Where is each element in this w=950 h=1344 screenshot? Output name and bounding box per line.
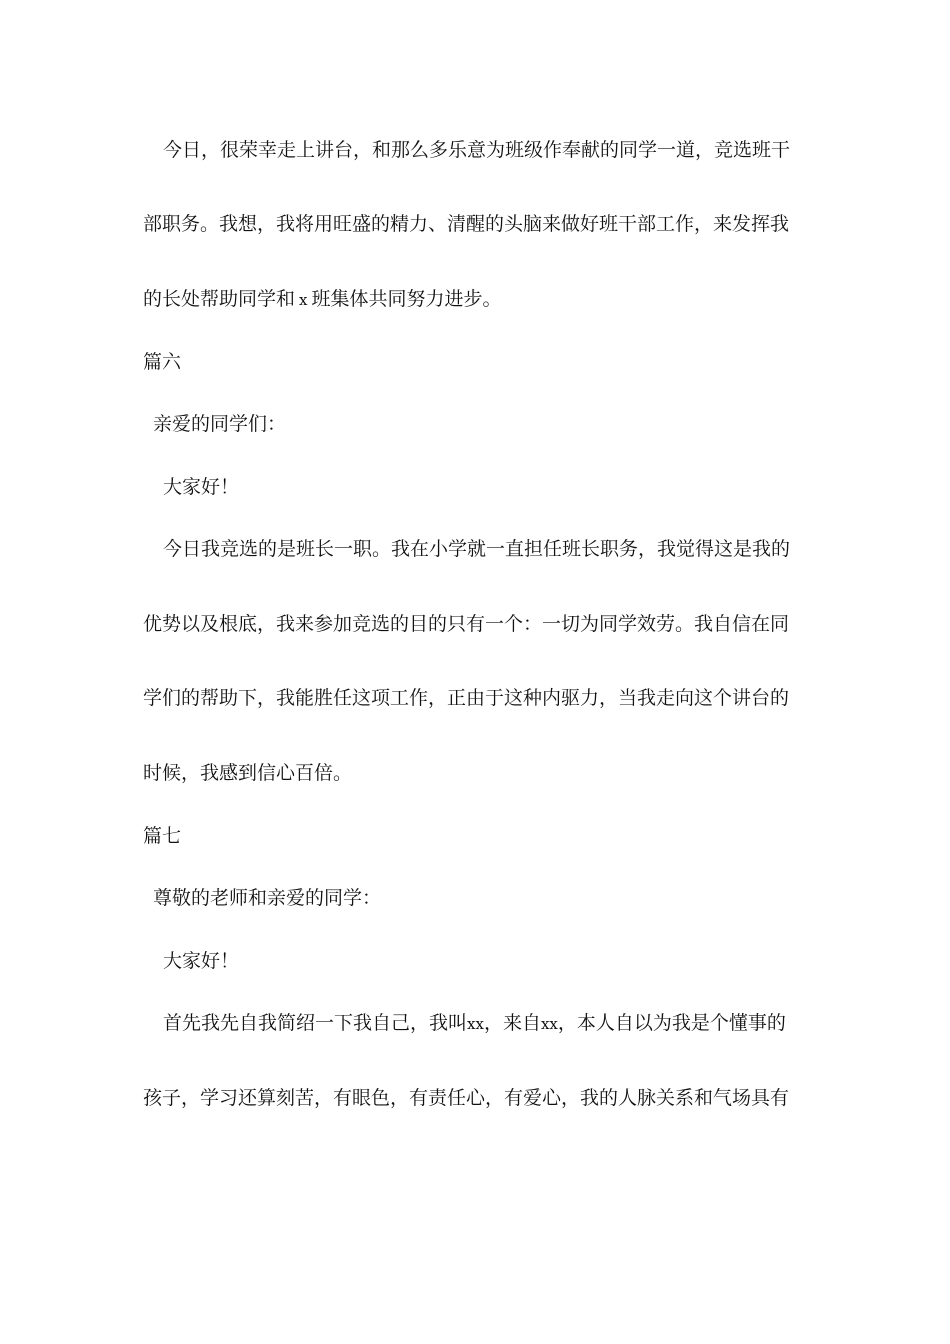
paragraph-line: 部职务。我想，我将用旺盛的精力、清醒的头脑来做好班干部工作，来发挥我 bbox=[143, 213, 790, 235]
paragraph-line: 今日我竞选的是班长一职。我在小学就一直担任班长职务，我觉得这是我的 bbox=[163, 538, 791, 560]
section-heading: 篇七 bbox=[143, 825, 182, 847]
text-run: ，本人自以为我是个懂事的 bbox=[557, 1012, 786, 1034]
placeholder-xx: xx bbox=[467, 1015, 484, 1033]
text-run: 首先我先自我简绍一下我自己，我叫 bbox=[163, 1012, 468, 1034]
greeting: 大家好！ bbox=[163, 950, 240, 972]
paragraph-line: 今日，很荣幸走上讲台，和那么多乐意为班级作奉献的同学一道，竞选班干 bbox=[163, 139, 791, 161]
text-run: 班集体共同努力进步。 bbox=[311, 288, 502, 310]
text-run: ，来自 bbox=[483, 1012, 541, 1034]
text-run: 的长处帮助同学和 bbox=[143, 288, 296, 310]
paragraph-line: 时候，我感到信心百倍。 bbox=[143, 762, 353, 784]
placeholder-x: x bbox=[299, 291, 308, 309]
salutation: 尊敬的老师和亲爱的同学： bbox=[153, 887, 382, 909]
paragraph-line: 优势以及根底，我来参加竞选的目的只有一个：一切为同学效劳。我自信在同 bbox=[143, 613, 790, 635]
greeting: 大家好！ bbox=[163, 476, 240, 498]
paragraph-line: 学们的帮助下，我能胜任这项工作，正由于这种内驱力，当我走向这个讲台的 bbox=[143, 687, 790, 709]
salutation: 亲爱的同学们： bbox=[153, 413, 287, 435]
section-heading: 篇六 bbox=[143, 351, 182, 373]
paragraph-line bbox=[143, 287, 502, 312]
paragraph-line bbox=[163, 1011, 786, 1036]
paragraph-line: 孩子，学习还算刻苦，有眼色，有责任心，有爱心，我的人脉关系和气场具有 bbox=[143, 1087, 790, 1109]
placeholder-xx: xx bbox=[540, 1015, 558, 1033]
